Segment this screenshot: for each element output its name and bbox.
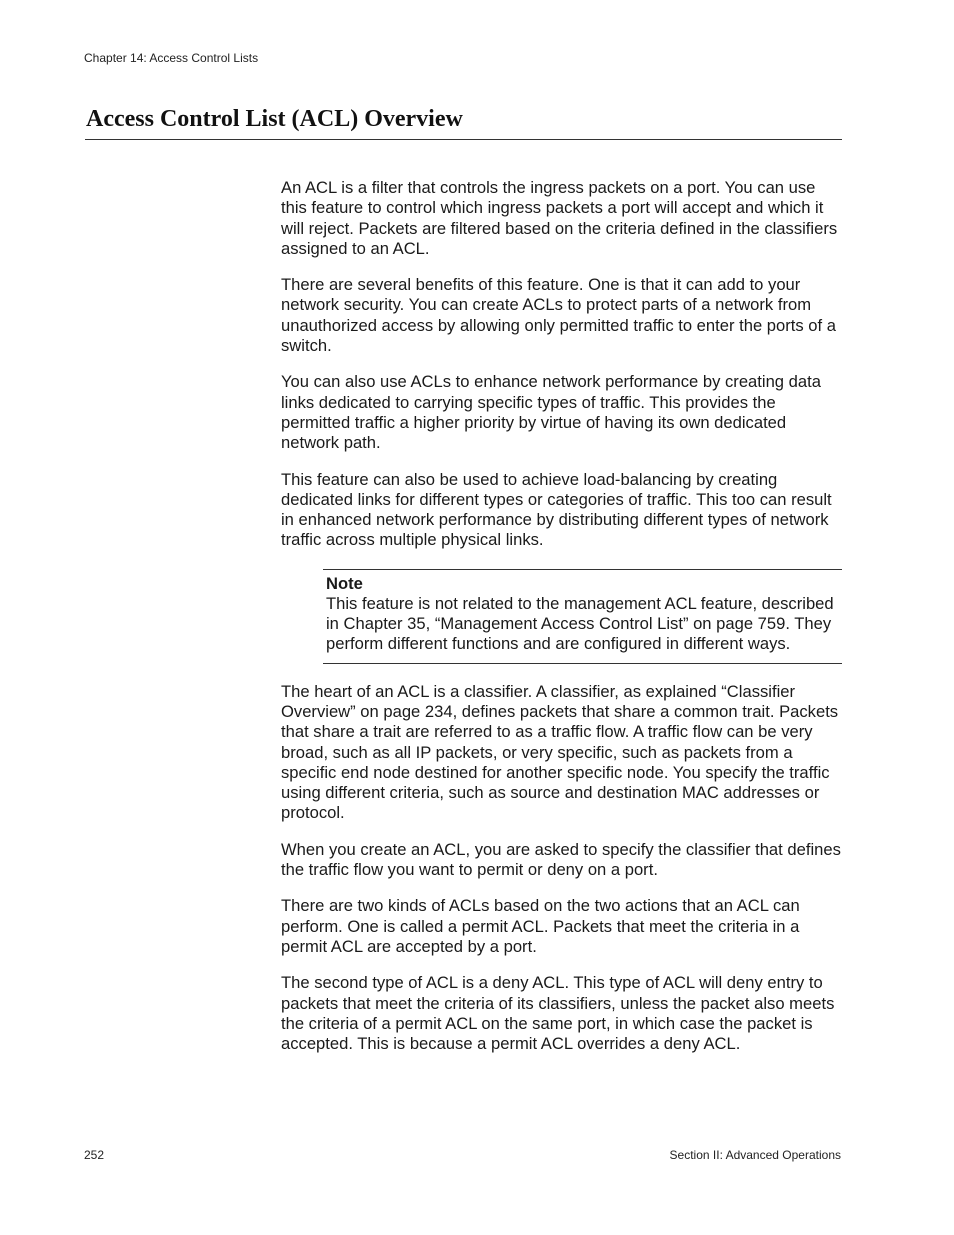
note-box (323, 569, 842, 664)
paragraph-load-balancing: This feature can also be used to achieve load-balancing by creating dedicated links for different types or categories of traffic. This too can result in enhanced network performance by distributing different types of network traffic across multiple physical links. (281, 469, 832, 550)
note-text: This feature is not related to the management ACL feature, described in Chapter 35, “Management Access Control List” on page 759. They perform different functions and are configured in different ways. (326, 593, 834, 654)
body-column (281, 178, 843, 1070)
paragraph-acl-kinds: There are two kinds of ACLs based on the two actions that an ACL can perform. One is called a permit ACL. Packets that meet the criteria in a permit ACL are accepted by a port. (281, 896, 800, 956)
paragraph-create-acl: When you create an ACL, you are asked to specify the classifier that defines the traffic flow you want to permit or deny on a port. (281, 839, 841, 880)
paragraph-classifier: The heart of an ACL is a classifier. A classifier, as explained “Classifier Overview” on page 234, defines packets that share a common trait. Packets that share a trait are referred to as a traffic flow. A traffic flow can be very broad, such as all IP packets, or very specific, such as packets from a specific end node destined for another specific node. You specify the traffic using different criteria, such as source and destination MAC addresses or protocol. (281, 681, 839, 823)
running-header: Chapter 14: Access Control Lists (84, 51, 259, 65)
section-title: Access Control List (ACL) Overview (86, 106, 463, 132)
paragraph-deny-acl: The second type of ACL is a deny ACL. This type of ACL will deny entry to packets that meet the criteria of its classifiers, unless the packet also meets the criteria of a permit ACL on the same port, in which case the packet is accepted. This is because a permit ACL overrides a deny ACL. (281, 973, 835, 1054)
note-heading: Note (326, 573, 363, 593)
title-divider (85, 139, 842, 140)
paragraph-security-benefits: There are several benefits of this feature. One is that it can add to your network security. You can create ACLs to protect parts of a network from unauthorized access by allowing only permitted traffic to enter the ports of a switch. (281, 275, 836, 356)
paragraph-acl-definition: An ACL is a filter that controls the ingress packets on a port. You can use this feature to control which ingress packets a port will accept and which it will reject. Packets are filtered based on the criteria defined in the classifiers assigned to an ACL. (281, 178, 838, 258)
footer-section-label: Section II: Advanced Operations (669, 1148, 841, 1162)
paragraph-performance: You can also use ACLs to enhance network performance by creating data links dedicated to carrying specific types of traffic. This provides the permitted traffic a higher priority by virtue of having its own dedicated network path. (281, 372, 821, 453)
page-number: 252 (84, 1148, 105, 1162)
